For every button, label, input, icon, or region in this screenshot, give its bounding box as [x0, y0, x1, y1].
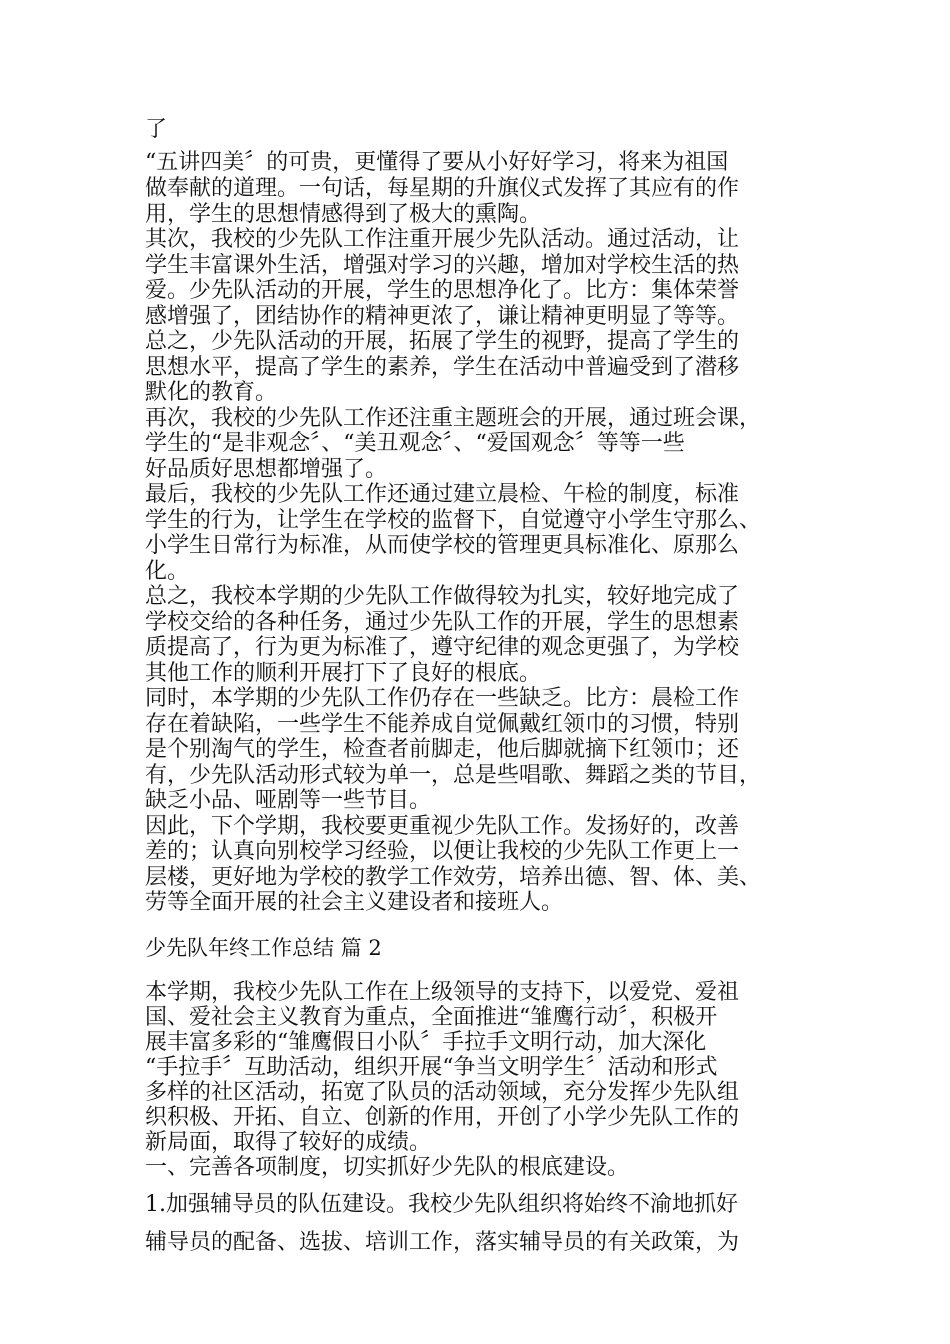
text-line: 劳等全面开展的社会主义建设者和接班人。	[145, 890, 564, 915]
text-line: 有，少先队活动形式较为单一，总是些唱歌、舞蹈之类的节目，	[145, 763, 762, 788]
text-line: 其次，我校的少先队工作注重开展少先队活动。通过活动，让	[145, 227, 740, 252]
text-line: 再次，我校的少先队工作还注重主题班会的开展，通过班会课，	[145, 406, 762, 431]
text-line: 同时，本学期的少先队工作仍存在一些缺乏。比方：晨检工作	[145, 686, 740, 711]
text-line: 学生的行为，让学生在学校的监督下，自觉遵守小学生守那么、	[145, 508, 762, 533]
text-line: 差的；认真向别校学习经验，以便让我校的少先队工作更上一	[145, 839, 740, 864]
text-line: 最后，我校的少先队工作还通过建立晨检、午检的制度，标准	[145, 482, 740, 507]
text-line: 学生丰富课外生活，增强对学习的兴趣，增加对学校生活的热	[145, 253, 740, 278]
text-line: 1.加强辅导员的队伍建设。我校少先队组织将始终不渝地抓好	[145, 1192, 738, 1217]
text-line: 本学期，我校少先队工作在上级领导的支持下，以爱党、爱祖	[145, 980, 740, 1005]
text-line: 质提高了，行为更为标准了，遵守纪律的观念更强了，为学校	[145, 635, 740, 660]
text-line: 默化的教育。	[145, 380, 278, 405]
text-line: 其他工作的顺利开展打下了良好的根底。	[145, 661, 542, 686]
text-line: 是个别淘气的学生，检查者前脚走，他后脚就摘下红领巾；还	[145, 737, 740, 762]
section-heading: 少先队年终工作总结 篇 2	[145, 936, 382, 960]
text-line: 化。	[145, 559, 190, 584]
text-line: 缺乏小品、哑剧等一些节目。	[145, 788, 432, 813]
text-line: 多样的社区活动，拓宽了队员的活动领域，充分发挥少先队组	[145, 1080, 740, 1105]
text-line: 好品质好思想都增强了。	[145, 457, 388, 482]
text-line: 新局面，取得了较好的成绩。	[145, 1130, 432, 1155]
text-line: 因此，下个学期，我校要更重视少先队工作。发扬好的，改善	[145, 814, 740, 839]
text-line: 国、爱社会主义教育为重点，全面推进“雏鹰行动〞，积极开	[145, 1005, 718, 1030]
text-line: “五讲四美〞的可贵，更懂得了要从小好好学习，将来为祖国	[145, 150, 729, 175]
text-line: 学校交给的各种任务，通过少先队工作的开展，学生的思想素	[145, 610, 740, 635]
text-line: 小学生日常行为标准，从而使学校的管理更具标准化、原那么	[145, 533, 740, 558]
text-line: 展丰富多彩的“雏鹰假日小队〞手拉手文明行动，加大深化	[145, 1030, 707, 1055]
text-line: “手拉手〞互助活动，组织开展“争当文明学生〞活动和形式	[145, 1055, 718, 1080]
text-line: 总之，少先队活动的开展，拓展了学生的视野，提高了学生的	[145, 329, 740, 354]
text-line: 辅导员的配备、选拔、培训工作，落实辅导员的有关政策，为	[145, 1230, 740, 1255]
text-line: 织积极、开拓、自立、创新的作用，开创了小学少先队工作的	[145, 1105, 740, 1130]
text-line: 爱。少先队活动的开展，学生的思想净化了。比方：集体荣誉	[145, 278, 740, 303]
text-line: 一、完善各项制度，切实抓好少先队的根底建设。	[145, 1155, 630, 1180]
text-line: 总之，我校本学期的少先队工作做得较为扎实，较好地完成了	[145, 584, 740, 609]
text-line: 用，学生的思想情感得到了极大的熏陶。	[145, 202, 542, 227]
text-line: 层楼，更好地为学校的教学工作效劳，培养出德、智、体、美、	[145, 865, 762, 890]
text-line: 做奉献的道理。一句话，每星期的升旗仪式发挥了其应有的作	[145, 176, 740, 201]
text-line: 了	[145, 117, 168, 142]
text-line: 思想水平，提高了学生的素养，学生在活动中普遍受到了潜移	[145, 355, 740, 380]
text-line: 学生的“是非观念〞、“美丑观念〞、“爱国观念〞等等一些	[145, 431, 685, 456]
text-line: 存在着缺陷，一些学生不能养成自觉佩戴红领巾的习惯，特别	[145, 712, 740, 737]
text-line: 感增强了，团结协作的精神更浓了，谦让精神更明显了等等。	[145, 304, 740, 329]
